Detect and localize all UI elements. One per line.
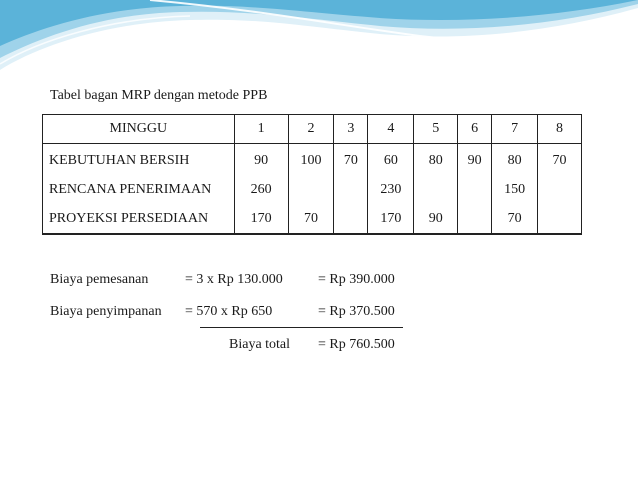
table-row	[43, 144, 582, 176]
week-header: 8	[538, 115, 582, 144]
total-cost-result: = Rp 760.500	[318, 337, 395, 352]
row-label: KEBUTUHAN BERSIH	[43, 144, 235, 176]
holding-cost-label: Biaya penyimpanan	[50, 304, 162, 319]
table-cell: 90	[234, 144, 288, 176]
table-row	[43, 175, 582, 204]
table-cell	[458, 175, 492, 204]
header-label: MINGGU	[43, 115, 235, 144]
total-cost-label: Biaya total	[229, 337, 291, 352]
table-cell: 60	[368, 144, 414, 176]
order-cost-calc: = 3 x Rp 130.000	[185, 272, 283, 287]
table-row	[43, 204, 582, 234]
table-cell: 80	[492, 144, 538, 176]
table-cell	[458, 204, 492, 234]
mrp-table	[42, 114, 582, 235]
holding-cost-result: = Rp 370.500	[318, 304, 395, 319]
order-cost-label: Biaya pemesanan	[50, 272, 149, 287]
table-cell: 80	[414, 144, 458, 176]
week-header: 4	[368, 115, 414, 144]
table-cell: 70	[334, 144, 368, 176]
sum-divider	[200, 327, 403, 328]
table-cell	[288, 175, 334, 204]
week-header: 5	[414, 115, 458, 144]
table-cell	[414, 175, 458, 204]
table-header-row	[43, 115, 582, 144]
table-cell: 90	[458, 144, 492, 176]
table-cell: 170	[368, 204, 414, 234]
holding-cost-calc: = 570 x Rp 650	[185, 304, 273, 319]
table-cell	[538, 175, 582, 204]
table-cell: 230	[368, 175, 414, 204]
order-cost-result: = Rp 390.000	[318, 272, 395, 287]
table-caption: Tabel bagan MRP dengan metode PPB	[50, 88, 268, 103]
week-header: 1	[234, 115, 288, 144]
week-header: 2	[288, 115, 334, 144]
table-cell: 150	[492, 175, 538, 204]
table-cell: 90	[414, 204, 458, 234]
row-label: RENCANA PENERIMAAN	[43, 175, 235, 204]
table-cell: 100	[288, 144, 334, 176]
table-cell: 170	[234, 204, 288, 234]
week-header: 7	[492, 115, 538, 144]
week-header: 6	[458, 115, 492, 144]
table-cell: 260	[234, 175, 288, 204]
table-cell	[334, 204, 368, 234]
row-label: PROYEKSI PERSEDIAAN	[43, 204, 235, 234]
week-header: 3	[334, 115, 368, 144]
table-cell	[538, 204, 582, 234]
table-cell: 70	[538, 144, 582, 176]
table-cell	[334, 175, 368, 204]
table-cell: 70	[492, 204, 538, 234]
table-cell: 70	[288, 204, 334, 234]
decorative-wave-header	[0, 0, 638, 80]
